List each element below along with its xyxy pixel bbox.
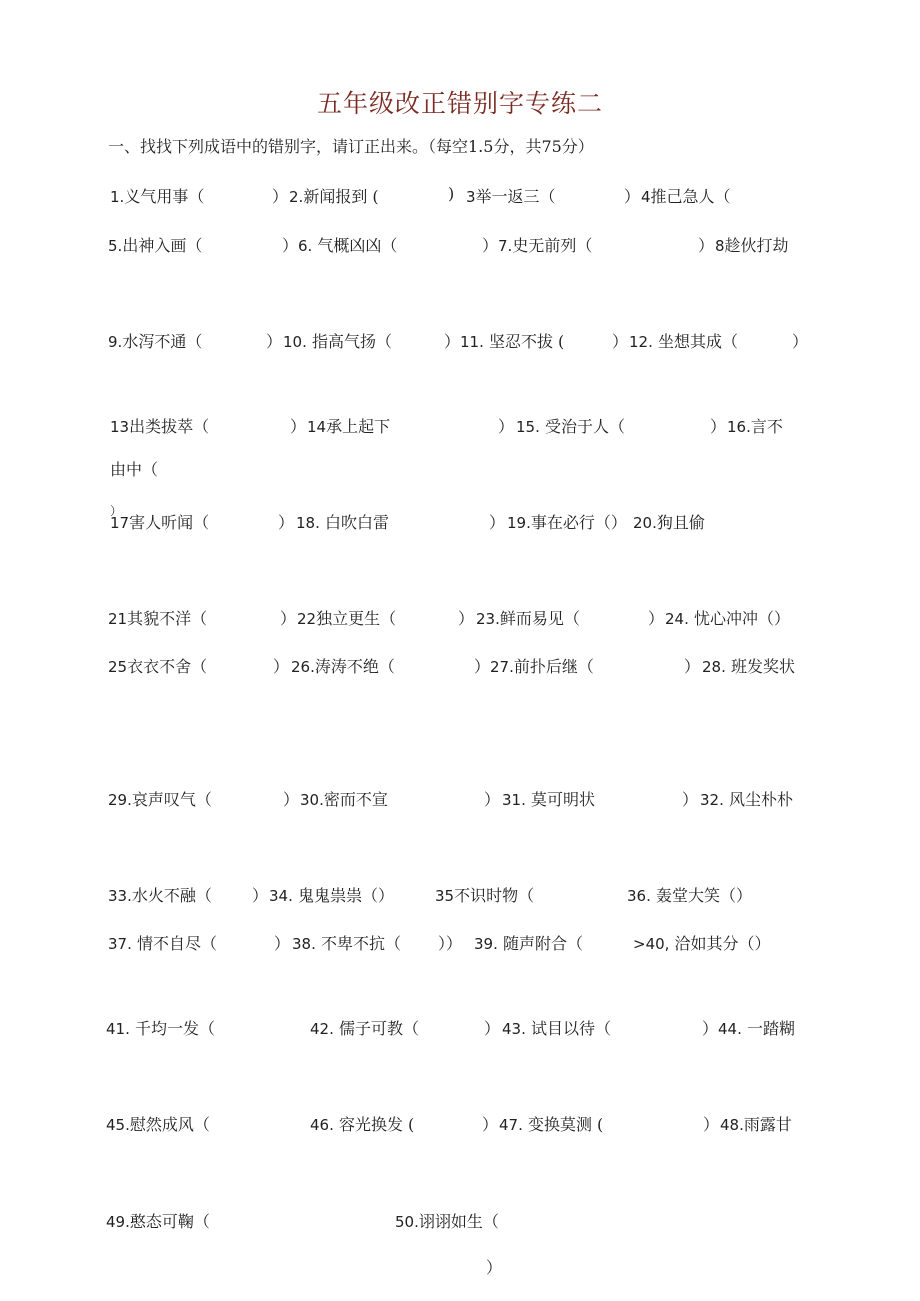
item-number: 30. [300, 791, 324, 809]
idiom-item-46 [310, 1112, 414, 1135]
item-text: 义气用事（ [124, 187, 205, 206]
item-text: 密而不宣 [323, 790, 388, 809]
item-text: 新闻报到 ( [303, 187, 379, 206]
idiom-item-43 [502, 1016, 611, 1039]
idiom-item-46c [482, 1112, 498, 1135]
item-text: 不卑不抗（ [315, 934, 401, 953]
item-text: 坚忍不拔 ( [483, 332, 565, 351]
item-text: ） [280, 609, 297, 628]
item-number: 1. [110, 188, 125, 206]
item-text: ） [698, 236, 715, 255]
item-text: 班发奖状 [725, 657, 795, 676]
item-text: 出神入画（ [122, 236, 203, 255]
idiom-item-38 [292, 931, 401, 954]
item-text: 容光换发 ( [333, 1115, 415, 1134]
item-text: ）） [438, 934, 463, 953]
idiom-item-3 [466, 184, 556, 207]
item-number: 22 [297, 610, 317, 628]
item-number: 21 [108, 610, 128, 628]
idiom-item-1 [110, 184, 204, 207]
item-text: ） [792, 332, 809, 351]
item-number: 23. [476, 610, 500, 628]
idiom-item-16b [110, 457, 158, 480]
idiom-item-2c [448, 184, 454, 203]
item-text: ） [702, 1019, 719, 1038]
item-text: 趁伙打劫 [724, 236, 789, 255]
item-number: 32. [700, 791, 724, 809]
idiom-item-19 [507, 510, 627, 533]
idiom-item-47c [703, 1112, 719, 1135]
idiom-item-49 [106, 1209, 210, 1232]
item-number: 8 [715, 237, 725, 255]
idiom-item-21 [108, 606, 207, 629]
item-text: 鲜而易见（ [499, 609, 580, 628]
idiom-item-31c [682, 787, 698, 810]
item-number: 46. [310, 1116, 334, 1134]
idiom-item-13c [290, 414, 306, 437]
idiom-item-22 [297, 606, 396, 629]
item-text: ） [710, 417, 727, 436]
item-text: 举一返三（ [475, 187, 556, 206]
idiom-item-32 [700, 787, 793, 810]
item-number: 44. [718, 1020, 742, 1038]
idiom-item-50c [486, 1255, 502, 1278]
idiom-item-31 [502, 787, 595, 810]
item-text: 忧心冲冲（） [688, 609, 790, 628]
item-number: 7. [498, 237, 513, 255]
idiom-item-8 [715, 233, 789, 256]
idiom-item-27c [684, 654, 700, 677]
idiom-item-4 [641, 184, 731, 207]
idiom-item-7c [698, 233, 714, 256]
item-number: 42. [310, 1020, 334, 1038]
idiom-item-26 [291, 654, 395, 677]
item-text: 慰然成风（ [129, 1115, 210, 1134]
item-text: ） [474, 657, 491, 676]
item-text: 气概凶凶（ [312, 236, 398, 255]
item-text: 承上起下 [326, 417, 391, 436]
item-text: ） [444, 332, 461, 351]
item-text: ） [272, 187, 289, 206]
item-text: ） [498, 417, 515, 436]
idiom-item-9c [266, 329, 282, 352]
idiom-item-39 [474, 931, 583, 954]
item-text: 衣衣不舍（ [127, 657, 208, 676]
idiom-item-35 [435, 883, 534, 906]
item-text: 推己急人（ [650, 187, 731, 206]
item-text: 水火不融（ [131, 886, 212, 905]
item-text: ） [482, 236, 499, 255]
item-text: 雨露甘 [743, 1115, 792, 1134]
idiom-item-22c [458, 606, 474, 629]
item-number: 15. [516, 418, 540, 436]
item-number: 2. [289, 188, 304, 206]
item-text: ） [290, 417, 307, 436]
item-number: 12. [629, 333, 653, 351]
idiom-item-44 [718, 1016, 795, 1039]
item-text: 鬼鬼祟祟（） [292, 886, 394, 905]
page-title: 五年级改正错别字专练二 [316, 89, 603, 118]
idiom-item-50 [395, 1209, 499, 1232]
item-text: ） [612, 332, 629, 351]
idiom-item-45 [106, 1112, 210, 1135]
idiom-item-37 [108, 931, 217, 954]
item-text: 前扑后继（ [513, 657, 594, 676]
item-number: 43. [502, 1020, 526, 1038]
idiom-item-3c [624, 184, 640, 207]
item-text: ） [482, 1115, 499, 1134]
idiom-item-2 [289, 184, 379, 207]
idiom-item-12c [792, 329, 808, 352]
idiom-item-5 [108, 233, 202, 256]
item-number: 14 [307, 418, 327, 436]
item-text: 害人听闻（ [129, 513, 210, 532]
idiom-item-29c [283, 787, 299, 810]
idiom-item-48 [720, 1112, 792, 1135]
idiom-item-6 [298, 233, 397, 256]
item-text: 事在必行（） [530, 513, 627, 532]
item-number: 35 [435, 887, 455, 905]
item-number: 4 [641, 188, 651, 206]
item-number: 31. [502, 791, 526, 809]
idiom-item-29 [108, 787, 212, 810]
idiom-item-9 [108, 329, 202, 352]
item-number: 25 [108, 658, 128, 676]
item-number: 50. [395, 1213, 419, 1231]
idiom-item-11c [612, 329, 628, 352]
idiom-item-6c [482, 233, 498, 256]
item-number: 9. [108, 333, 123, 351]
item-text: 试目以待（ [525, 1019, 611, 1038]
idiom-item-47 [499, 1112, 603, 1135]
idiom-item-5c [282, 233, 298, 256]
item-text: ） [484, 1019, 501, 1038]
item-text: 一踏糊 [741, 1019, 795, 1038]
item-text: ） [458, 609, 475, 628]
item-number: 16. [727, 418, 751, 436]
item-text: ） [278, 513, 295, 532]
item-text: 白吹白雷 [319, 513, 389, 532]
item-text: 言不 [750, 417, 783, 436]
item-text: ） [252, 886, 269, 905]
item-text: 莫可明状 [525, 790, 595, 809]
idiom-item-24 [665, 606, 790, 629]
idiom-item-13 [110, 414, 209, 437]
item-number: 3 [466, 188, 476, 206]
idiom-item-20 [633, 510, 705, 533]
idiom-item-18c [489, 510, 505, 533]
idiom-item-42c [484, 1016, 500, 1039]
item-text: 涛涛不绝（ [314, 657, 395, 676]
item-text: 不识时物（ [454, 886, 535, 905]
idiom-item-14c [498, 414, 514, 437]
idiom-item-25 [108, 654, 207, 677]
idiom-item-33 [108, 883, 212, 906]
idiom-item-23 [476, 606, 580, 629]
item-number: 6. [298, 237, 313, 255]
idiom-item-18 [296, 510, 389, 533]
item-number: 29. [108, 791, 132, 809]
item-text: ） [274, 934, 291, 953]
idiom-item-12 [629, 329, 738, 352]
item-text: ） [684, 657, 701, 676]
item-text: 坐想其成（ [652, 332, 738, 351]
idiom-item-1c [272, 184, 288, 207]
item-number: 28. [702, 658, 726, 676]
item-text: 情不自尽（ [131, 934, 217, 953]
item-number: 41. [106, 1020, 130, 1038]
idiom-item-33c [252, 883, 268, 906]
item-text: 由中（ [110, 460, 159, 479]
idiom-item-30c [484, 787, 500, 810]
item-text: 狗且偷 [656, 513, 705, 532]
idiom-item-17 [110, 510, 209, 533]
instruction-text: 一、找找下列成语中的错别字，请订正出来。（每空1.5分，共75分） [108, 137, 594, 156]
idiom-item-25c [273, 654, 289, 677]
idiom-item-27 [490, 654, 594, 677]
item-text: 受治于人（ [539, 417, 625, 436]
idiom-item-16 [727, 414, 783, 437]
item-text: 其貌不洋（ [127, 609, 208, 628]
item-number: 45. [106, 1116, 130, 1134]
item-text: ) [448, 184, 455, 203]
item-text: 出类拔萃（ [129, 417, 210, 436]
idiom-item-10 [283, 329, 392, 352]
item-number: 36. [627, 887, 651, 905]
item-number: 18. [296, 514, 320, 532]
item-text: 憨态可鞠（ [129, 1212, 210, 1231]
idiom-item-14 [307, 414, 390, 437]
item-number: 5. [108, 237, 123, 255]
item-text: ） [484, 790, 501, 809]
item-number: 48. [720, 1116, 744, 1134]
idiom-item-41 [106, 1016, 215, 1039]
item-text: ） [682, 790, 699, 809]
item-text: ） [624, 187, 641, 206]
idiom-item-23c [648, 606, 664, 629]
item-text: 独立更生（ [316, 609, 397, 628]
item-text: ） [648, 609, 665, 628]
item-text: ） [282, 236, 299, 255]
item-text: 随声附合（ [497, 934, 583, 953]
item-number: 17 [110, 514, 130, 532]
item-number: 20. [633, 514, 657, 532]
item-text: ） [283, 790, 300, 809]
item-text: 史无前列（ [512, 236, 593, 255]
item-number: 10. [283, 333, 307, 351]
item-text: 诩诩如生（ [418, 1212, 499, 1231]
item-text: 风尘朴朴 [723, 790, 793, 809]
item-text: ） [703, 1115, 720, 1134]
idiom-item-40 [633, 931, 771, 954]
stray-mark: ） [110, 504, 123, 518]
item-number: >40, [633, 935, 670, 953]
idiom-item-36 [627, 883, 752, 906]
item-text: 变换莫测 ( [522, 1115, 604, 1134]
idiom-item-17c [278, 510, 294, 533]
item-number: 47. [499, 1116, 523, 1134]
item-number: 37. [108, 935, 132, 953]
idiom-item-43c [702, 1016, 718, 1039]
item-number: 24. [665, 610, 689, 628]
item-text: ） [489, 513, 506, 532]
item-number: 11. [460, 333, 484, 351]
idiom-item-34 [269, 883, 394, 906]
idiom-item-30 [300, 787, 388, 810]
item-text: ） [266, 332, 283, 351]
item-number: 26. [291, 658, 315, 676]
item-text: ） [486, 1258, 503, 1277]
idiom-item-21c [280, 606, 296, 629]
idiom-item-15 [516, 414, 625, 437]
item-number: 34. [269, 887, 293, 905]
idiom-item-10c [444, 329, 460, 352]
item-text: 洽如其分（） [669, 934, 771, 953]
item-text: 千均一发（ [129, 1019, 215, 1038]
item-number: 19. [507, 514, 531, 532]
item-text: 轰堂大笑（） [650, 886, 752, 905]
idiom-item-11 [460, 329, 564, 352]
item-text: 水泻不通（ [122, 332, 203, 351]
idiom-item-7 [498, 233, 592, 256]
item-text: 指高气扬（ [306, 332, 392, 351]
idiom-item-37c [274, 931, 290, 954]
item-number: 38. [292, 935, 316, 953]
idiom-item-42 [310, 1016, 419, 1039]
item-number: 13 [110, 418, 130, 436]
item-text: ） [273, 657, 290, 676]
item-text: 儒子可教（ [333, 1019, 419, 1038]
item-number: 39. [474, 935, 498, 953]
idiom-item-28 [702, 654, 795, 677]
idiom-item-15c [710, 414, 726, 437]
idiom-item-38c [438, 931, 462, 954]
item-number: 27. [490, 658, 514, 676]
item-number: 33. [108, 887, 132, 905]
idiom-item-26c [474, 654, 490, 677]
item-text: 哀声叹气（ [131, 790, 212, 809]
item-number: 49. [106, 1213, 130, 1231]
